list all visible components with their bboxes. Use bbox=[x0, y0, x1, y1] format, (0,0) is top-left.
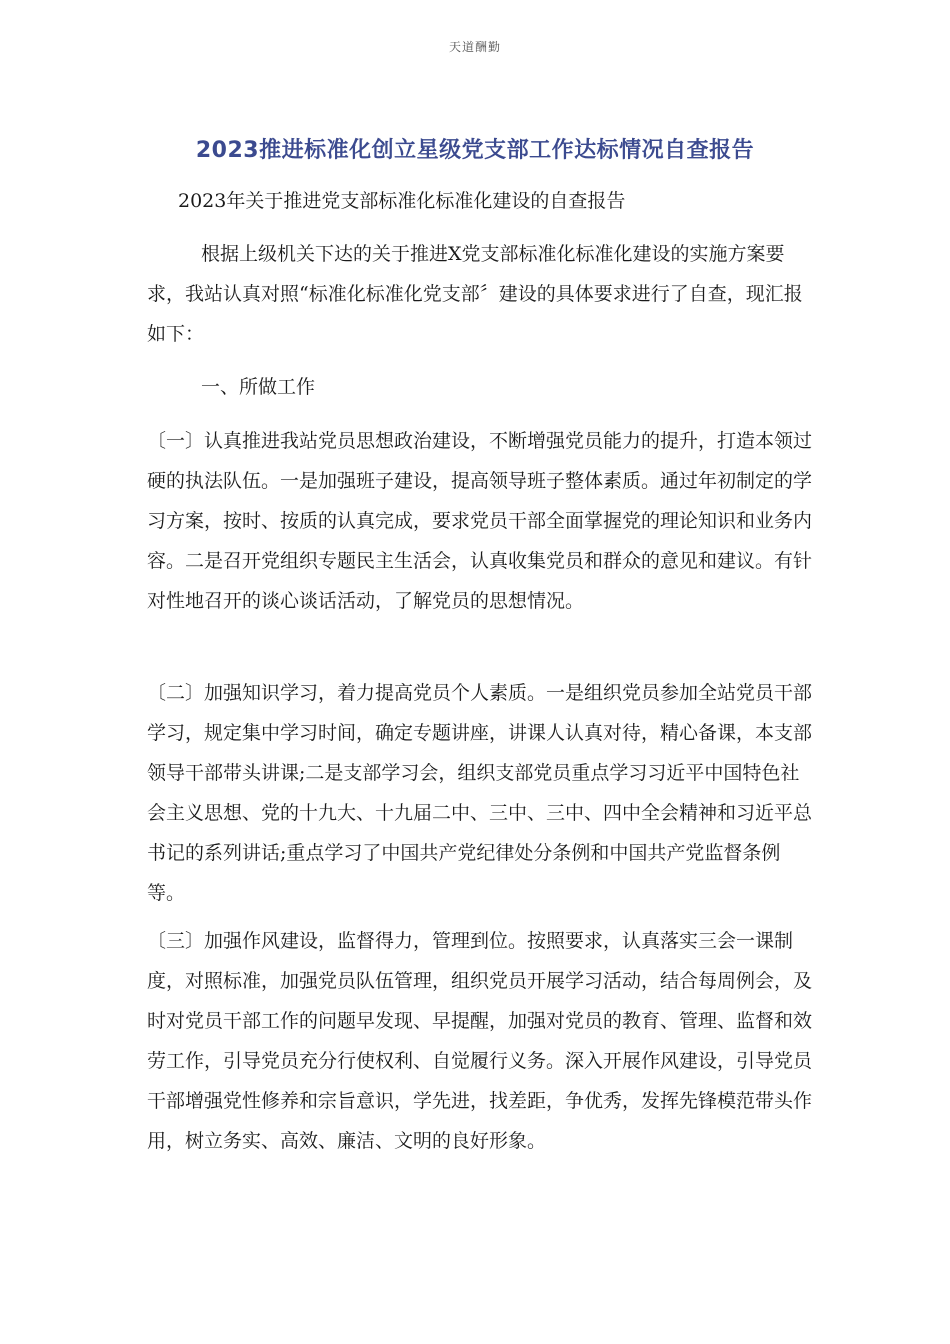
section-heading: 一、所做工作 bbox=[201, 376, 316, 398]
intro-paragraph: 根据上级机关下达的关于推进X党支部标准化标准化建设的实施方案要求，我站认真对照“标准化标准化党支部〞建设的具体要求进行了自查，现汇报如下： bbox=[147, 243, 803, 345]
document-subtitle: 2023年关于推进党支部标准化标准化建设的自查报告 bbox=[178, 190, 626, 212]
document-title: 2023推进标准化创立星级党支部工作达标情况自查报告 bbox=[195, 138, 755, 163]
paragraph-item-1: 〔一〕认真推进我站党员思想政治建设，不断增强党员能力的提升，打造本领过硬的执法队伍。一是加强班子建设，提高领导班子整体素质。通过年初制定的学习方案，按时、按质的认真完成，要求党员干部全面掌握党的理论知识和业务内容。二是召开党组织专题民主生活会，认真收集党员和群众的意见和建议。有针对性地召开的谈心谈话活动，了解党员的思想情况。 bbox=[147, 430, 813, 612]
header-note: 天道酬勤 bbox=[448, 40, 501, 54]
paragraph-item-3: 〔三〕加强作风建设，监督得力，管理到位。按照要求，认真落实三会一课制度，对照标准，加强党员队伍管理，组织党员开展学习活动，结合每周例会，及时对党员干部工作的问题早发现、早提醒，加强对党员的教育、管理、监督和效劳工作，引导党员充分行使权利、自觉履行义务。深入开展作风建设，引导党员干部增强党性修养和宗旨意识，学先进，找差距，争优秀，发挥先锋模范带头作用，树立务实、高效、廉洁、文明的良好形象。 bbox=[147, 930, 813, 1152]
paragraph-item-2: 〔二〕加强知识学习，着力提高党员个人素质。一是组织党员参加全站党员干部学习，规定集中学习时间，确定专题讲座，讲课人认真对待，精心备课，本支部领导干部带头讲课;二是支部学习会，组织支部党员重点学习习近平中国特色社会主义思想、党的十九大、十九届二中、三中、三中、四中全会精神和习近平总书记的系列讲话;重点学习了中国共产党纪律处分条例和中国共产党监督条例等。 bbox=[147, 682, 813, 904]
